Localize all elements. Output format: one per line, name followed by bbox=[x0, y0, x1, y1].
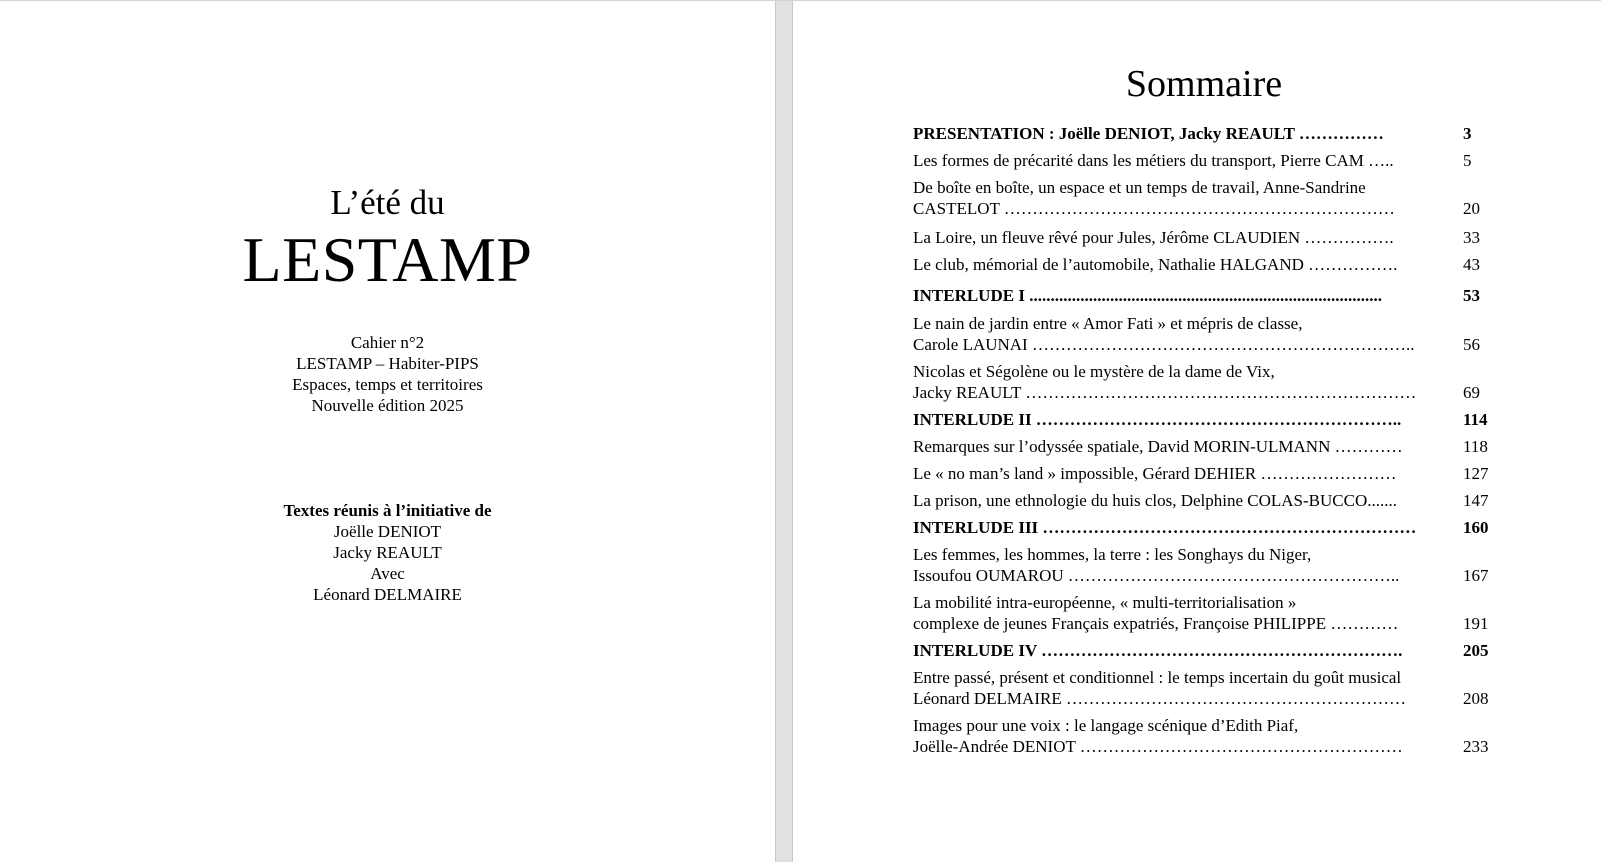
toc-entry-title bbox=[913, 285, 1448, 306]
toc-entry[interactable] bbox=[913, 715, 1503, 757]
page-gutter bbox=[775, 1, 793, 862]
toc-entry-title bbox=[913, 640, 1448, 661]
toc-entry-title bbox=[913, 177, 1448, 219]
toc-entry-line: Le nain de jardin entre « Amor Fati » et mépris de classe, bbox=[913, 314, 1303, 333]
toc-entry-title bbox=[913, 544, 1448, 586]
toc-entry-page-number: 205 bbox=[1463, 641, 1489, 660]
cover-theme: Espaces, temps et territoires bbox=[292, 375, 483, 394]
toc-entry[interactable] bbox=[913, 409, 1503, 430]
toc-entry-page-number: 3 bbox=[1463, 124, 1472, 143]
credits-contributor: Léonard DELMAIRE bbox=[313, 585, 462, 604]
toc-entry-page-number: 191 bbox=[1463, 614, 1489, 633]
toc-entry-line: INTERLUDE I ................................................................................... bbox=[913, 286, 1382, 305]
toc-entry-title bbox=[913, 715, 1448, 757]
toc-entry[interactable] bbox=[913, 177, 1503, 219]
toc-entry-line: Nicolas et Ségolène ou le mystère de la dame de Vix, bbox=[913, 362, 1275, 381]
toc-entry-page-number: 147 bbox=[1463, 491, 1489, 510]
toc-entry[interactable] bbox=[913, 123, 1503, 144]
toc-entry[interactable] bbox=[913, 436, 1503, 457]
toc-entry[interactable] bbox=[913, 254, 1503, 275]
credits-editor-1: Joëlle DENIOT bbox=[333, 522, 442, 541]
toc-entry-title bbox=[913, 592, 1448, 634]
toc-entry-title bbox=[913, 409, 1448, 430]
toc-entry-page-number: 114 bbox=[1463, 410, 1488, 429]
toc-entry-line: Le « no man’s land » impossible, Gérard DEHIER …………………… bbox=[913, 464, 1397, 483]
toc-entry-line: Léonard DELMAIRE …………………………………………………… bbox=[913, 689, 1406, 708]
toc-entry[interactable] bbox=[913, 285, 1503, 306]
credits-with: Avec bbox=[370, 564, 405, 583]
toc-entry-line: La prison, une ethnologie du huis clos, Delphine COLAS-BUCCO....... bbox=[913, 491, 1397, 510]
toc-entry-page-number: 233 bbox=[1463, 737, 1489, 756]
toc-entry-title bbox=[913, 123, 1448, 144]
toc-entry[interactable] bbox=[913, 150, 1503, 171]
credits-lead: Textes réunis à l’initiative de bbox=[283, 501, 492, 520]
toc-entry-line: INTERLUDE III ………………………………………………………… bbox=[913, 518, 1417, 537]
cover-title-main: LESTAMP bbox=[242, 224, 533, 295]
cover-page bbox=[0, 1, 775, 862]
toc-entry-line: INTERLUDE II ……………………………………………………….. bbox=[913, 410, 1402, 429]
toc-entry[interactable] bbox=[913, 463, 1503, 484]
toc-entry[interactable] bbox=[913, 361, 1503, 403]
toc-entry[interactable] bbox=[913, 640, 1503, 661]
toc-entry[interactable] bbox=[913, 592, 1503, 634]
toc-entry-line: Issoufou OUMAROU ………………………………………………….. bbox=[913, 566, 1400, 585]
cover-series: LESTAMP – Habiter-PIPS bbox=[296, 354, 479, 373]
toc-entry-line: complexe de jeunes Français expatriés, Françoise PHILIPPE ………… bbox=[913, 614, 1399, 633]
toc-entry-line: Jacky REAULT …………………………………………………………… bbox=[913, 383, 1417, 402]
toc-entry-title bbox=[913, 436, 1448, 457]
toc-entry-line: Carole LAUNAI ………………………………………………………….. bbox=[913, 335, 1415, 354]
toc-entry[interactable] bbox=[913, 490, 1503, 511]
toc-entry-page-number: 160 bbox=[1463, 518, 1489, 537]
cover-credits-block bbox=[0, 500, 775, 605]
toc-entry-title bbox=[913, 150, 1448, 171]
toc-entry-page-number: 167 bbox=[1463, 566, 1489, 585]
toc-entry-title bbox=[913, 254, 1448, 275]
toc-entry-line: Remarques sur l’odyssée spatiale, David MORIN-ULMANN ………… bbox=[913, 437, 1403, 456]
toc-entry[interactable] bbox=[913, 517, 1503, 538]
toc-title: Sommaire bbox=[1125, 63, 1283, 105]
toc-entry-page-number: 20 bbox=[1463, 199, 1480, 218]
toc-entry[interactable] bbox=[913, 313, 1503, 355]
cover-title-line1: L’été du bbox=[330, 183, 445, 222]
toc-entry-title bbox=[913, 313, 1448, 355]
toc-entry-page-number: 5 bbox=[1463, 151, 1472, 170]
toc-entry-title bbox=[913, 517, 1448, 538]
toc-entry-line: Les femmes, les hommes, la terre : les Songhays du Niger, bbox=[913, 545, 1312, 564]
toc-entry-line: Joëlle-Andrée DENIOT ………………………………………………… bbox=[913, 737, 1403, 756]
toc-entry[interactable] bbox=[913, 544, 1503, 586]
toc-entry-page-number: 69 bbox=[1463, 383, 1480, 402]
cover-info-block bbox=[0, 332, 775, 416]
toc-entry-page-number: 127 bbox=[1463, 464, 1489, 483]
toc-entry-title bbox=[913, 227, 1448, 248]
toc-entry-line: PRESENTATION : Joëlle DENIOT, Jacky REAULT …………… bbox=[913, 124, 1384, 143]
toc-entry-title bbox=[913, 463, 1448, 484]
toc-entry-page-number: 208 bbox=[1463, 689, 1489, 708]
toc-entry-page-number: 53 bbox=[1463, 286, 1480, 305]
toc-entry-line: La Loire, un fleuve rêvé pour Jules, Jérôme CLAUDIEN ……………. bbox=[913, 228, 1394, 247]
toc-entry-page-number: 43 bbox=[1463, 255, 1480, 274]
toc-entry[interactable] bbox=[913, 667, 1503, 709]
toc-entry-title bbox=[913, 490, 1448, 511]
toc-entry-line: Entre passé, présent et conditionnel : le temps incertain du goût musical bbox=[913, 668, 1402, 687]
toc-entry-page-number: 33 bbox=[1463, 228, 1480, 247]
toc-entry-page-number: 118 bbox=[1463, 437, 1488, 456]
cover-edition: Nouvelle édition 2025 bbox=[311, 396, 464, 415]
toc-entry-line: INTERLUDE IV ………………………………………………………. bbox=[913, 641, 1403, 660]
toc-entry[interactable] bbox=[913, 227, 1503, 248]
toc-entry-line: Images pour une voix : le langage scénique d’Edith Piaf, bbox=[913, 716, 1299, 735]
credits-editor-2: Jacky REAULT bbox=[333, 543, 442, 562]
contents-page bbox=[793, 1, 1601, 862]
toc-entry-line: Les formes de précarité dans les métiers du transport, Pierre CAM ….. bbox=[913, 151, 1394, 170]
toc-entry-title bbox=[913, 667, 1448, 709]
toc-entry-page-number: 56 bbox=[1463, 335, 1480, 354]
toc-entry-line: De boîte en boîte, un espace et un temps de travail, Anne-Sandrine bbox=[913, 178, 1366, 197]
toc-entry-line: CASTELOT …………………………………………………………… bbox=[913, 199, 1395, 218]
toc-entry-title bbox=[913, 361, 1448, 403]
toc-entry-line: Le club, mémorial de l’automobile, Nathalie HALGAND ……………. bbox=[913, 255, 1398, 274]
toc-entry-line: La mobilité intra-européenne, « multi-territorialisation » bbox=[913, 593, 1297, 612]
cover-issue: Cahier n°2 bbox=[350, 333, 425, 352]
